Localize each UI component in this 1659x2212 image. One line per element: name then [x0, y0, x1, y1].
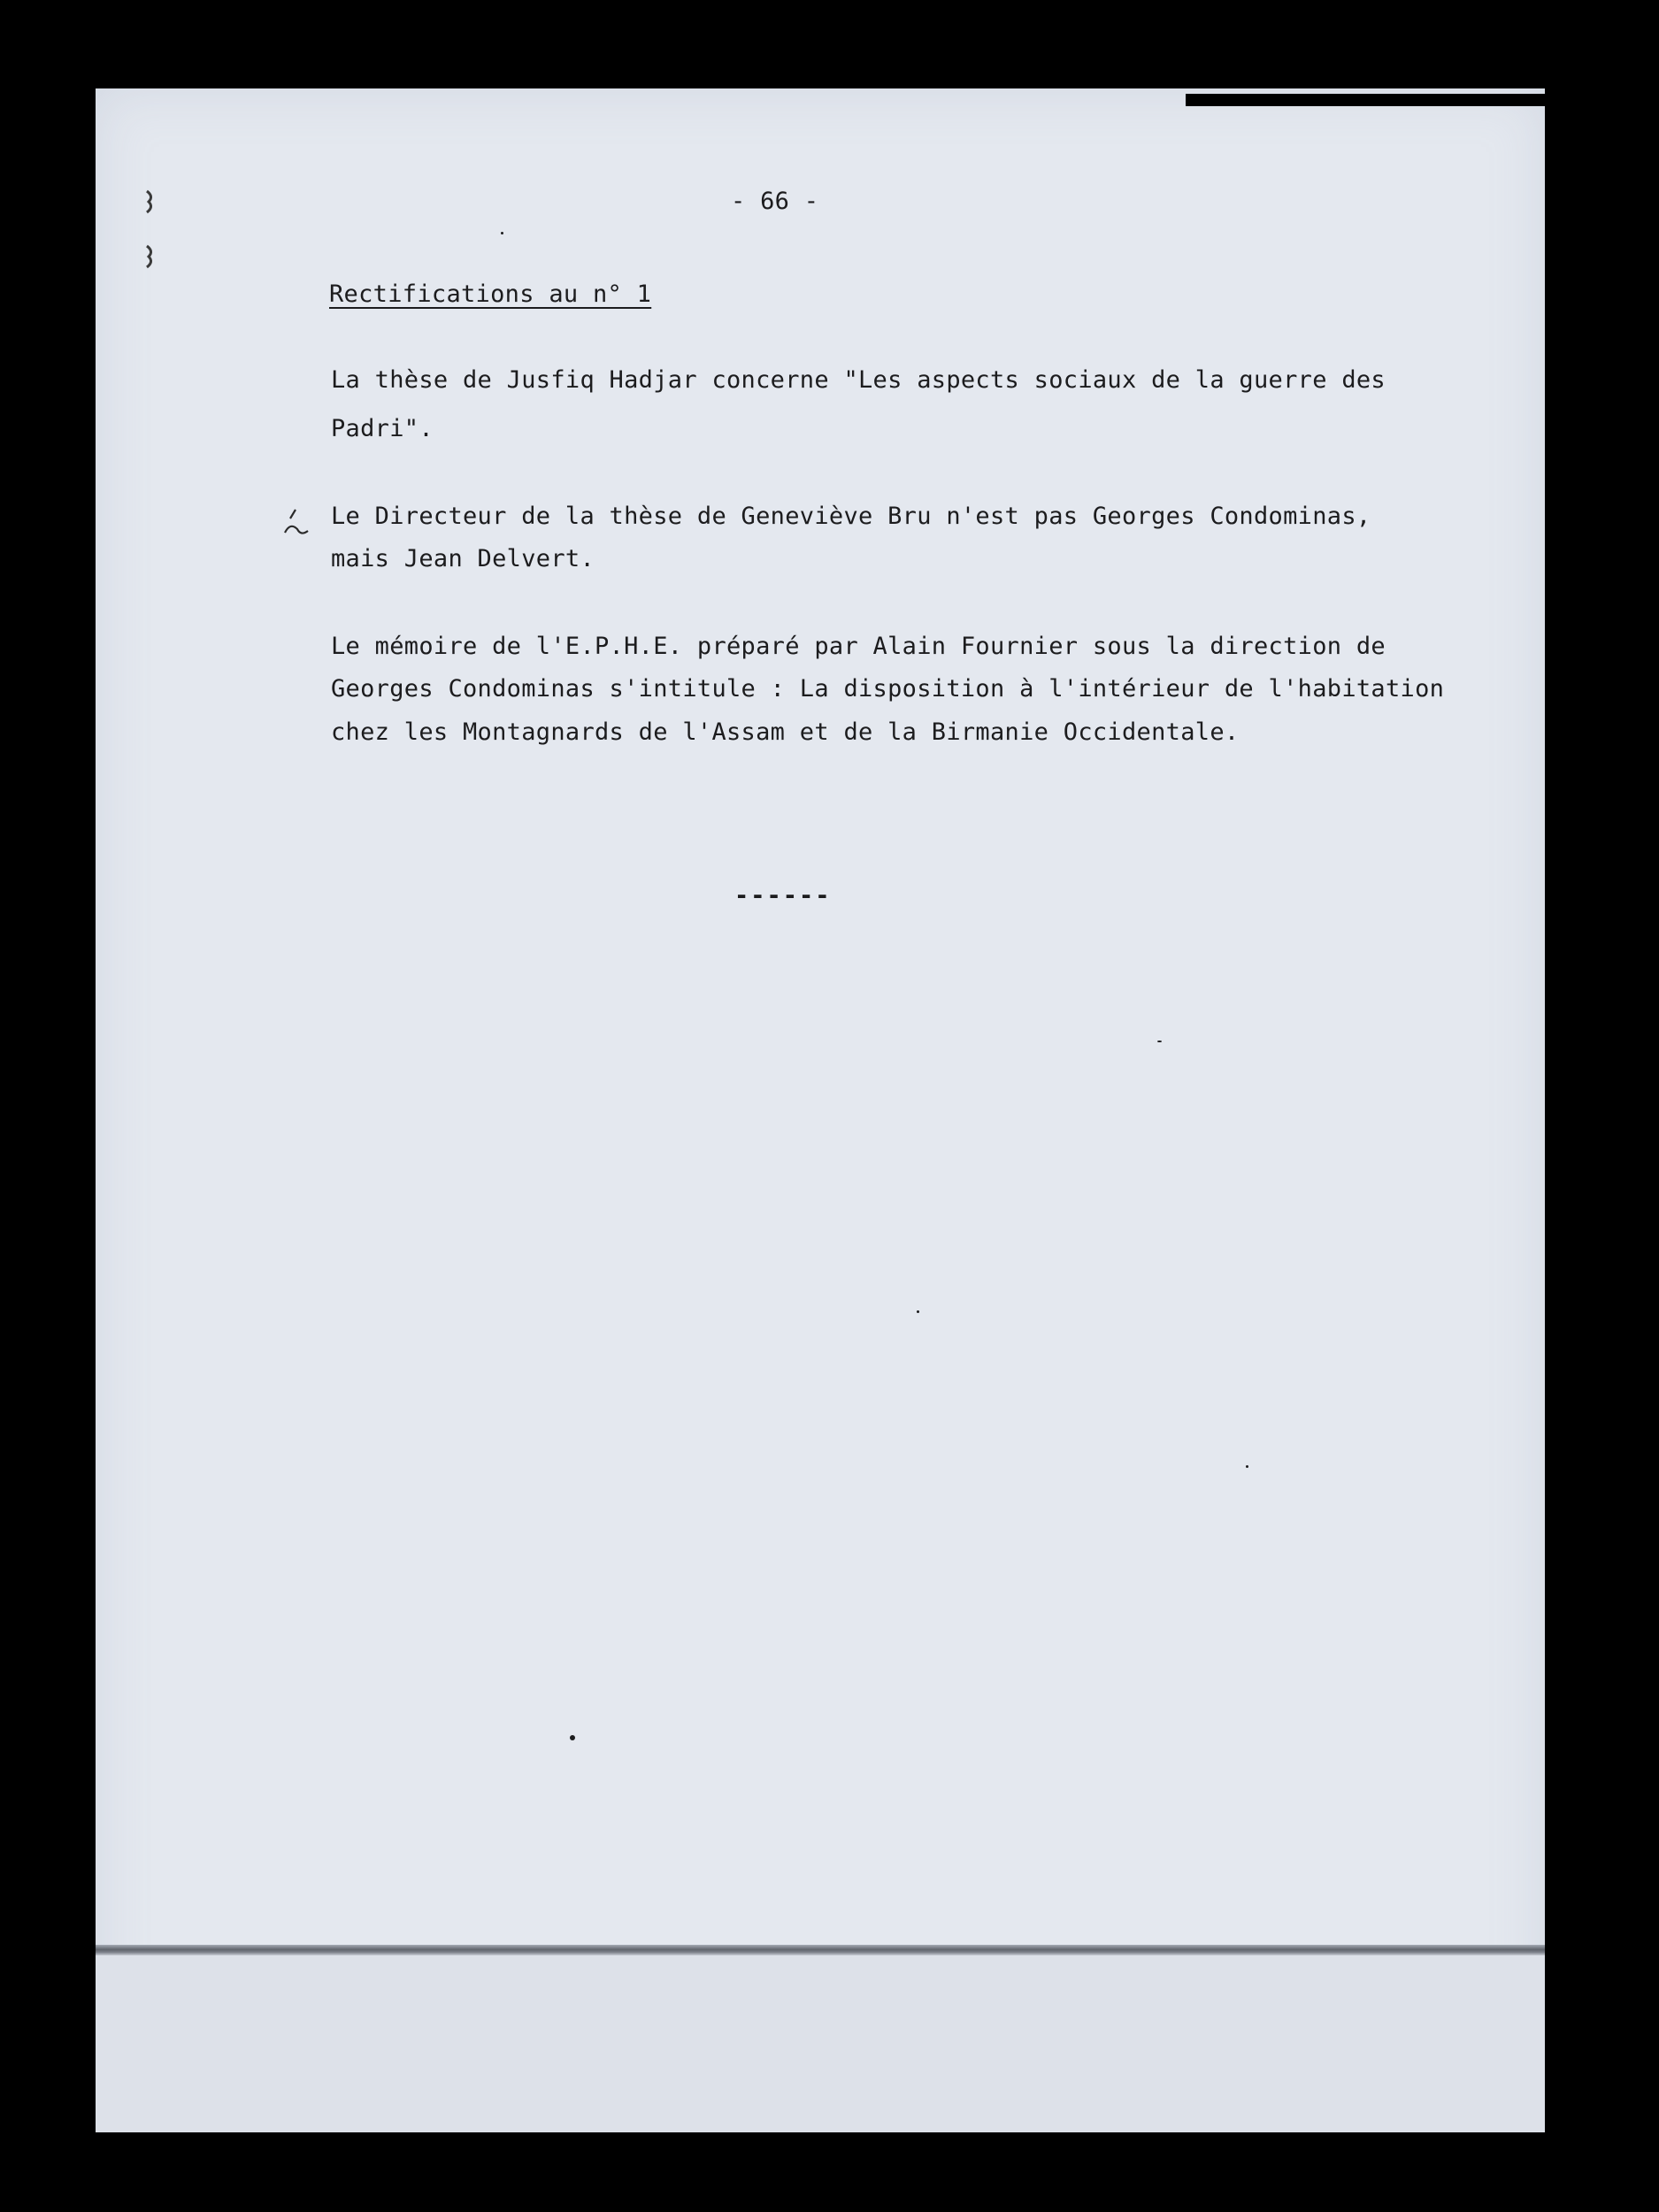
ink-speck: [1246, 1465, 1248, 1468]
paragraph-2-line-2: mais Jean Delvert.: [331, 545, 595, 572]
underlying-sheet: [96, 1955, 1545, 2132]
paragraph-3-line-1: Le mémoire de l'E.P.H.E. préparé par Alain Fournier sous la direction de: [331, 633, 1386, 660]
ink-speck: [501, 232, 503, 234]
paragraph-1-line-2: Padri".: [331, 415, 434, 442]
paragraph-3-line-3: chez les Montagnards de l'Assam et de la Birmanie Occidentale.: [331, 718, 1240, 746]
section-separator: ------: [734, 882, 832, 910]
page-fold-line: [96, 1945, 1545, 1955]
paragraph-2-line-1: Le Directeur de la thèse de Geneviève Bru n'est pas Georges Condominas,: [331, 503, 1371, 530]
handwritten-margin-mark: [281, 506, 317, 541]
ink-speck: [917, 1310, 919, 1313]
page-number: - 66 -: [731, 188, 819, 215]
paper-sheet: [96, 88, 1545, 2132]
binding-hole-marks: [142, 188, 159, 276]
paragraph-1-line-1: La thèse de Jusfiq Hadjar concerne "Les aspects sociaux de la guerre des: [331, 366, 1386, 394]
section-heading: Rectifications au n° 1: [329, 280, 652, 308]
paragraph-3-line-2: Georges Condominas s'intitule : La disposition à l'intérieur de l'habitation: [331, 675, 1445, 703]
ink-speck: [1157, 1041, 1162, 1042]
sheet-edge-notch: [1186, 94, 1545, 106]
ink-speck: [570, 1735, 575, 1740]
